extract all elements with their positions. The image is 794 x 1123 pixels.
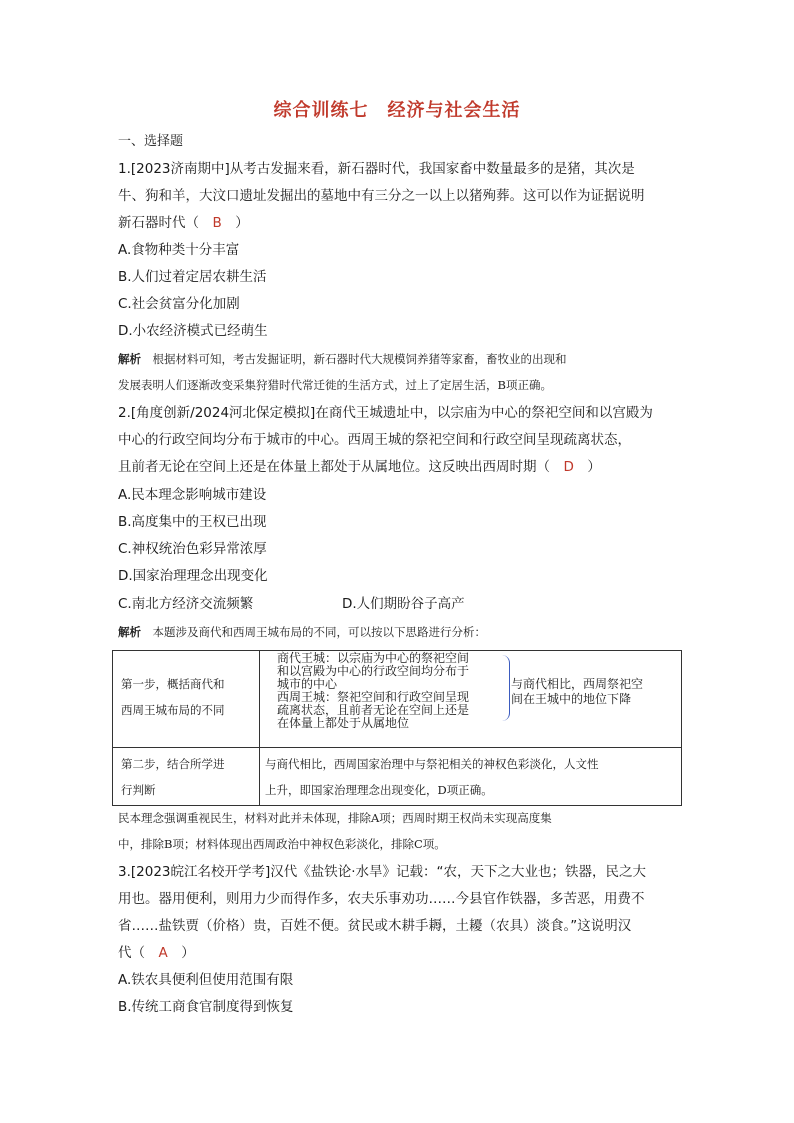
- q2-explanation-after-2: 中，排除B项；材料体现出西周政治中神权色彩淡化，排除C项。: [118, 837, 446, 851]
- q1-stem-close: ）: [221, 215, 249, 231]
- q2-explanation-intro: [118, 622, 678, 642]
- q3-stem-line-2: 用也。器用便利，则用力少而得作多，农夫乐事劝功……今县官作铁器，多苦恶，用费不: [118, 891, 645, 907]
- analysis-table: [112, 650, 682, 806]
- q2-stem-close: ）: [573, 459, 601, 475]
- q2-explanation-label: 解析: [118, 625, 141, 639]
- q2-stem-line-2: 中心的行政空间均分布于城市的中心。西周王城的祭祀空间和行政空间呈现疏离状态，: [118, 432, 631, 448]
- q2-option-c-alt: C.南北方经济交流频繁: [118, 596, 254, 612]
- q2-option-a: A.民本理念影响城市建设: [118, 487, 267, 503]
- q1-explanation-text: 根据材料可知，考古发掘证明，新石器时代大规模饲养猪等家畜，畜牧业的出现和: [141, 352, 567, 366]
- q3-option-b: B.传统工商食官制度得到恢复: [118, 999, 294, 1015]
- step1-result: 与商代相比，西周祭祀空 间在王城中的地位下降: [511, 677, 644, 706]
- q3-stem-line-4: [118, 943, 678, 963]
- brace-icon: [501, 655, 510, 721]
- q1-option-d: D.小农经济模式已经萌生: [118, 323, 268, 339]
- q1-option-a: A.食物种类十分丰富: [118, 242, 240, 258]
- q2-stem-line-1: 2.[角度创新/2024河北保定模拟]在商代王城遗址中，以宗庙为中心的祭祀空间和以宫殿为: [118, 405, 653, 421]
- q1-explanation-line-1: [118, 349, 678, 369]
- q2-option-d: D.国家治理理念出现变化: [118, 568, 268, 584]
- q1-explanation-line-2: 发展表明人们逐渐改变采集狩猎时代常迁徙的生活方式，过上了定居生活，B项正确。: [118, 378, 552, 392]
- q3-option-a: A.铁农具便利但使用范围有限: [118, 972, 294, 988]
- q2-stem-line-3: [118, 457, 678, 477]
- q1-option-b: B.人们过着定居农耕生活: [118, 269, 267, 285]
- section-heading: 一、选择题: [118, 134, 184, 149]
- step1-inner-text: 商代王城：以宗庙为中心的祭祀空间 和以宫殿为中心的行政空间均分布于 城市的中心 西周王城：祭祀空间和行政空间呈现 疏离状态，且前者无论在空间上还是 在体量上都处于从属地位: [277, 651, 470, 730]
- table-column-divider: [259, 651, 260, 805]
- q2-option-d-alt: D.人们期盼谷子高产: [342, 596, 465, 612]
- q3-stem-text: 代（: [118, 945, 159, 961]
- q2-stem-text: 且前者无论在空间上还是在体量上都处于从属地位。这反映出西周时期（: [118, 459, 564, 475]
- q2-explanation-text: 本题涉及商代和西周王城布局的不同，可以按以下思路进行分析：: [141, 625, 486, 639]
- q1-explanation-label: 解析: [118, 352, 141, 366]
- page-title: 综合训练七 经济与社会生活: [273, 100, 521, 121]
- q2-explanation-after-1: 民本理念强调重视民生，材料对此并未体现，排除A项；西周时期王权尚未实现高度集: [118, 811, 552, 825]
- q1-option-c: C.社会贫富分化加剧: [118, 296, 240, 312]
- step2-label: 第二步，结合所学进 行判断: [121, 757, 225, 797]
- table-row-divider: [113, 747, 681, 748]
- q3-stem-line-3: 省……盐铁贾（价格）贵，百姓不便。贫民或木耕手耨，土耰（农具）淡食。”这说明汉: [118, 918, 632, 934]
- q3-stem-close: ）: [167, 945, 195, 961]
- q2-option-b: B.高度集中的王权已出现: [118, 514, 267, 530]
- q1-stem-line-1: 1.[2023济南期中]从考古发掘来看，新石器时代，我国家畜中数量最多的是猪，其次是: [118, 161, 635, 177]
- step2-content: 与商代相比，西周国家治理中与祭祀相关的神权色彩淡化，人文性 上升，即国家治理理念出现变化，D项正确。: [265, 757, 599, 797]
- q3-answer: A: [158, 945, 168, 961]
- step1-label: 第一步，概括商代和 西周王城布局的不同: [121, 677, 225, 717]
- q1-answer: B: [212, 215, 222, 231]
- q1-stem-line-3: [118, 213, 678, 233]
- q3-stem-line-1: 3.[2023皖江名校开学考]汉代《盐铁论·水旱》记载：“农，天下之大业也；铁器，民之大: [118, 864, 647, 880]
- q2-answer: D: [563, 459, 574, 475]
- q1-stem-text: 新石器时代（: [118, 215, 213, 231]
- q2-option-c: C.神权统治色彩异常浓厚: [118, 541, 267, 557]
- q1-stem-line-2: 牛、狗和羊，大汶口遗址发掘出的墓地中有三分之一以上以猪殉葬。这可以作为证据说明: [118, 188, 645, 204]
